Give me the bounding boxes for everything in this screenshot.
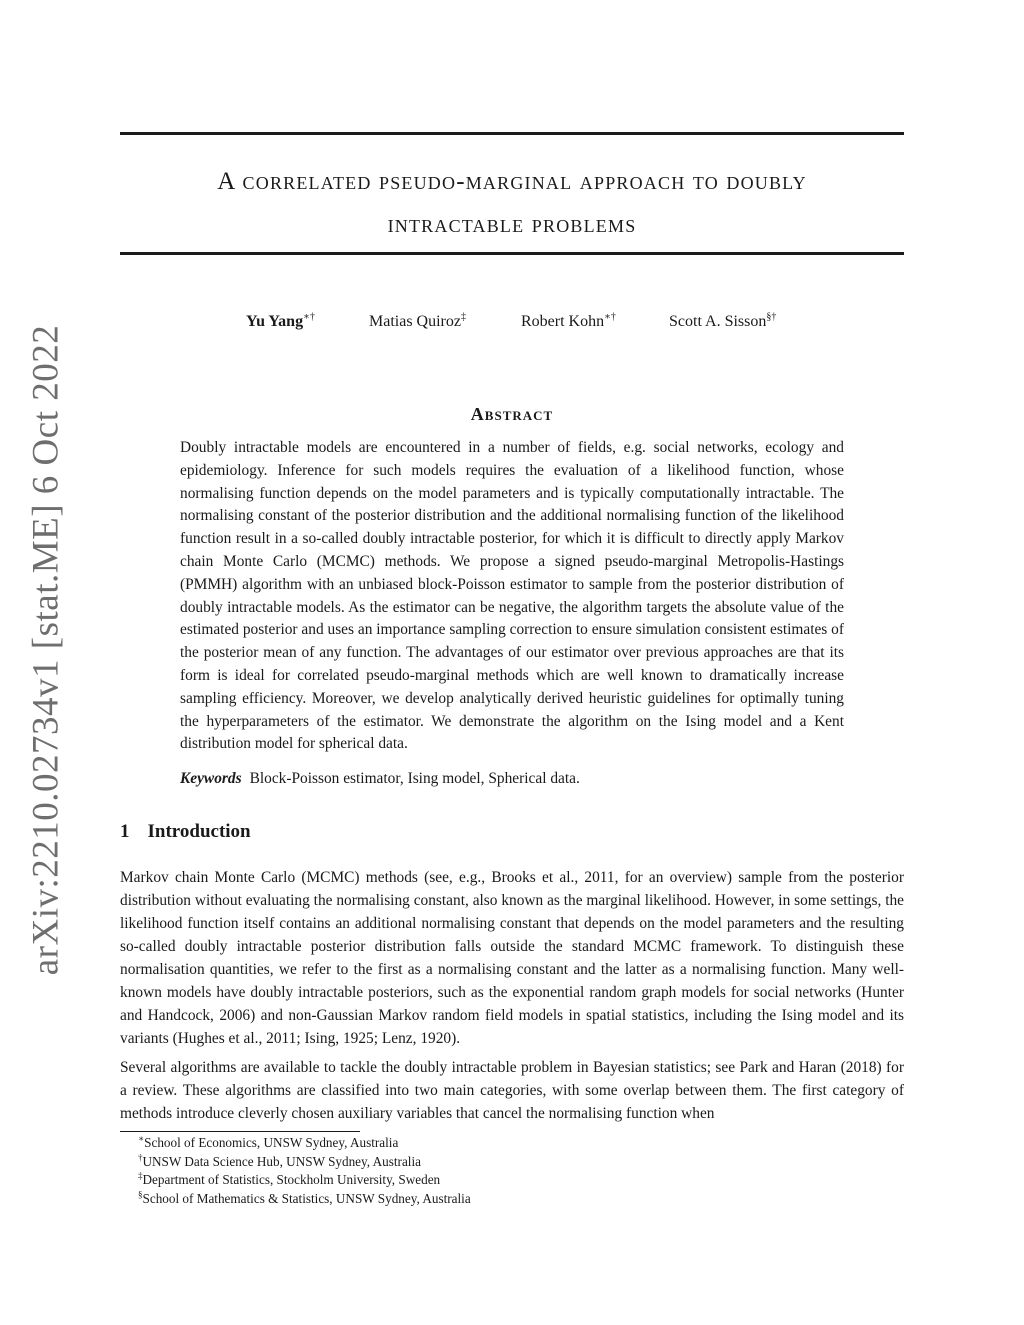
author-name: Matias Quiroz [369, 313, 461, 330]
author-list [0, 313, 1024, 337]
footnote-item [138, 1171, 471, 1190]
footnotes [138, 1134, 471, 1208]
footnote-item [138, 1153, 471, 1172]
intro-paragraph-2: Several algorithms are available to tackle the doubly intractable problem in Bayesian statistics; see Park and Haran (2018) for a review. These algorithms are classified into two main categories, with some overlap between them. The first category of methods introduce cleverly chosen auxiliary variables that cancel the normalising function when [120, 1059, 904, 1122]
abstract-heading: Abstract [470, 404, 554, 424]
author-name: Robert Kohn [521, 313, 605, 330]
author-scott-sisson [669, 313, 776, 331]
footnote-mark: † [138, 1152, 143, 1163]
footnote-item [138, 1134, 471, 1153]
author-matias-quiroz [369, 313, 466, 331]
section-number: 1 [120, 821, 130, 842]
section-heading-introduction [120, 821, 251, 843]
title-line-1: A correlated pseudo-marginal approach to doubly [217, 168, 807, 195]
paper-title [120, 160, 904, 246]
keywords-label: Keywords [180, 770, 242, 787]
section-title: Introduction [147, 821, 251, 842]
footnote-mark: ‡ [138, 1170, 143, 1181]
keywords-text: Block-Poisson estimator, Ising model, Spherical data. [249, 770, 580, 787]
author-name: Scott A. Sisson [669, 313, 767, 330]
abstract-text: Doubly intractable models are encountered in a number of fields, e.g. social networks, ecology and epidemiology. Inference for such models requires the evaluation of a likelihood function, whose normalising function depends on the model parameters and is typically computationally intractable. The normalising constant of the posterior distribution and the additional normalising function of the likelihood function result in a so-called doubly intractable posterior, for which it is difficult to directly apply Markov chain Monte Carlo (MCMC) methods. We propose a signed pseudo-marginal Metropolis-Hastings (PMMH) algorithm with an unbiased block-Poisson estimator to sample from the posterior distribution of doubly intractable models. As the estimator can be negative, the algorithm targets the absolute value of the estimated posterior and uses an importance sampling correction to ensure simulation consistent estimates of the posterior mean of any function. The advantages of our estimator over previous approaches are that its form is ideal for correlated pseudo-marginal methods which are well known to dramatically increase sampling efficiency. Moreover, we develop analytically derived heuristic guidelines for optimally tuning the hyperparameters of the estimator. We demonstrate the algorithm on the Ising model and a Kent distribution model for spherical data. [180, 439, 844, 753]
author-name: Yu Yang [246, 313, 304, 330]
author-affiliation-marks: ∗† [303, 311, 315, 323]
footnote-item [138, 1190, 471, 1209]
intro-paragraph-1: Markov chain Monte Carlo (MCMC) methods (see, e.g., Brooks et al., 2011, for an overview) sample from the posterior distribution without evaluating the normalising constant, also known as the marginal likelihood. However, in some settings, the likelihood function itself contains an additional normalising constant that depends on the model parameters and the resulting so-called doubly intractable posterior distribution falls outside the standard MCMC framework. To distinguish these normalisation quantities, we refer to the first as a normalising constant and the latter as a normalising function. Many well-known models have doubly intractable posteriors, such as the exponential random graph models for social networks (Hunter and Handcock, 2006) and non-Gaussian Markov random field models in spatial statistics, including the Ising model and its variants (Hughes et al., 2011; Ising, 1925; Lenz, 1920). [120, 869, 904, 1047]
footnote-mark: § [138, 1189, 143, 1200]
footnote-text: School of Economics, UNSW Sydney, Australia [144, 1135, 399, 1150]
footnote-mark: ∗ [138, 1133, 145, 1144]
arxiv-identifier-stamp: arXiv:2210.02734v1 [stat.ME] 6 Oct 2022 [25, 324, 67, 976]
author-affiliation-marks: ∗† [604, 311, 616, 323]
author-yu-yang [246, 313, 315, 331]
title-line-2: intractable problems [387, 211, 637, 238]
footnote-text: School of Mathematics & Statistics, UNSW Sydney, Australia [142, 1190, 471, 1206]
title-bottom-rule [120, 252, 904, 255]
author-affiliation-marks: §† [766, 311, 777, 323]
footnote-text: Department of Statistics, Stockholm University, Sweden [142, 1172, 441, 1187]
title-top-rule [120, 132, 904, 135]
keywords-line [180, 770, 580, 788]
footnote-text: UNSW Data Science Hub, UNSW Sydney, Australia [142, 1153, 421, 1169]
author-affiliation-marks: ‡ [460, 311, 466, 323]
footnote-rule [120, 1131, 360, 1132]
author-robert-kohn [521, 313, 616, 331]
